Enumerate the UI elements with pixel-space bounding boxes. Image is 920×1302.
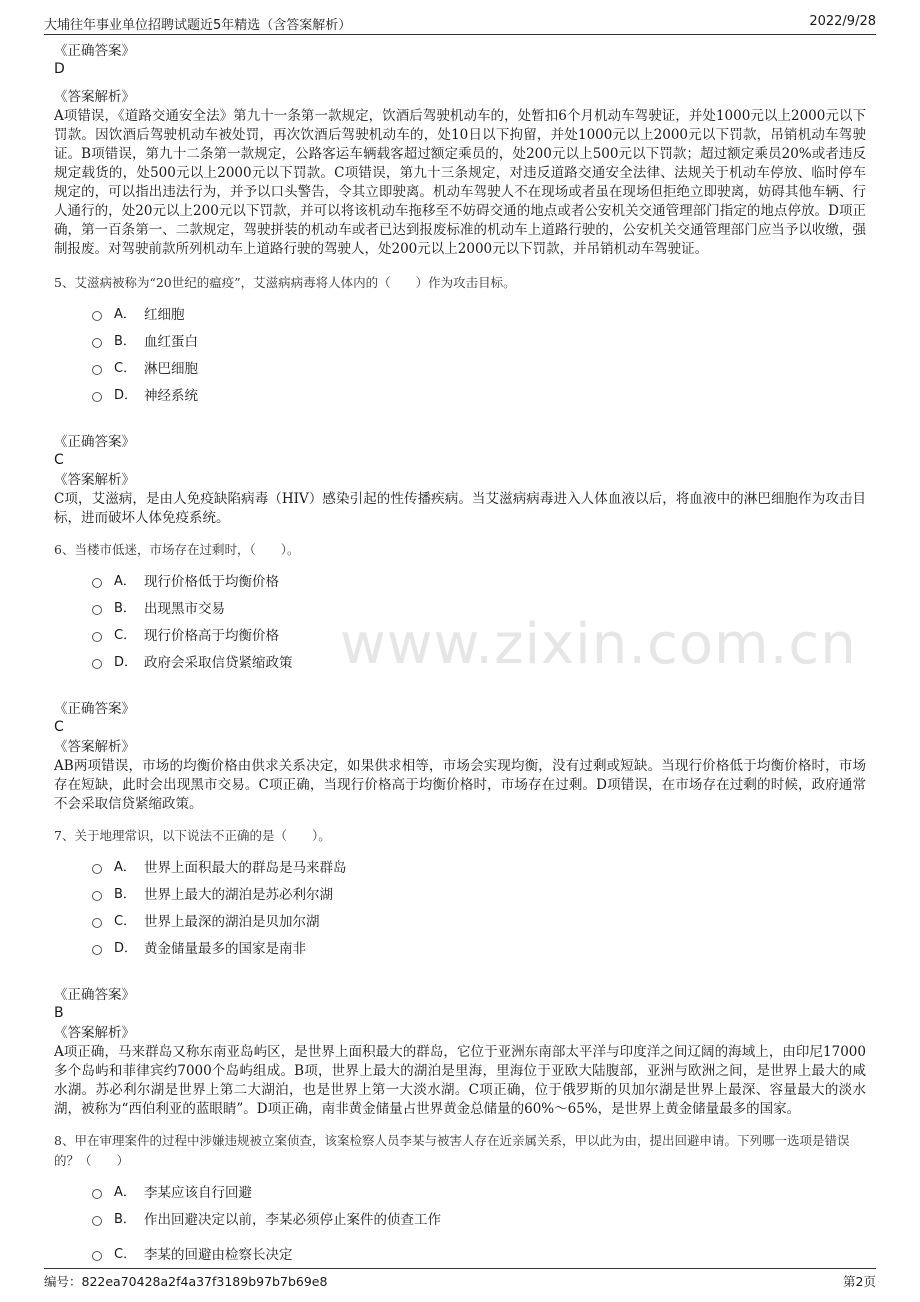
option-a[interactable]: A． 现行价格低于均衡价格 bbox=[92, 566, 866, 593]
document-title: 大埔往年事业单位招聘试题近5年精选（含答案解析） bbox=[44, 18, 352, 33]
analysis-text: C项，艾滋病，是由人免疫缺陷病毒（HIV）感染引起的性传播疾病。当艾滋病病毒进入人体血液以后，将血液中的淋巴细胞作为攻击目标，进而破坏人体免疫系统。 bbox=[54, 491, 866, 526]
document-date: 2022/9/28 bbox=[809, 14, 876, 29]
question-stem-5: 5、艾滋病被称为“20世纪的瘟疫”，艾滋病病毒将人体内的（ ）作为攻击目标。 bbox=[54, 275, 516, 290]
options-list-7 bbox=[92, 852, 866, 960]
radio-icon[interactable] bbox=[92, 891, 102, 901]
radio-icon[interactable] bbox=[92, 392, 102, 402]
correct-answer-label: 《正确答案》 bbox=[54, 43, 135, 59]
radio-icon[interactable] bbox=[92, 1189, 102, 1199]
option-c[interactable]: C． 世界上最深的湖泊是贝加尔湖 bbox=[92, 906, 866, 933]
radio-icon[interactable] bbox=[92, 632, 102, 642]
options-list-8 bbox=[92, 1177, 866, 1266]
option-b[interactable]: B． 作出回避决定以前，李某必须停止案件的侦查工作 bbox=[92, 1204, 866, 1231]
analysis-label: 《答案解析》 bbox=[54, 1025, 135, 1041]
question-stem-7: 7、关于地理常识，以下说法不正确的是（ ）。 bbox=[54, 828, 331, 843]
correct-answer-value: B bbox=[54, 1005, 64, 1021]
correct-answer-label: 《正确答案》 bbox=[54, 434, 135, 450]
option-b[interactable]: B． 世界上最大的湖泊是苏必利尔湖 bbox=[92, 879, 866, 906]
analysis-label: 《答案解析》 bbox=[54, 739, 135, 755]
page-content bbox=[54, 42, 866, 1276]
radio-icon[interactable] bbox=[92, 945, 102, 955]
radio-icon[interactable] bbox=[92, 1251, 102, 1261]
question-stem-8: 8、甲在审理案件的过程中涉嫌违规被立案侦查，该案检察人员李某与被害人存在近亲属关系，甲以此为由，提出回避申请。下列哪一选项是错误的？（ ） bbox=[54, 1133, 850, 1168]
analysis-label: 《答案解析》 bbox=[54, 89, 135, 105]
radio-icon[interactable] bbox=[92, 338, 102, 348]
correct-answer-label: 《正确答案》 bbox=[54, 987, 135, 1003]
radio-icon[interactable] bbox=[92, 311, 102, 321]
answer-block-q4 bbox=[54, 42, 866, 259]
radio-icon[interactable] bbox=[92, 918, 102, 928]
option-a[interactable]: A． 红细胞 bbox=[92, 299, 866, 326]
option-c[interactable]: C． 李某的回避由检察长决定 bbox=[92, 1239, 866, 1266]
answer-block-q6 bbox=[54, 700, 866, 814]
correct-answer-value: C bbox=[54, 452, 64, 468]
analysis-label: 《答案解析》 bbox=[54, 472, 135, 488]
radio-icon[interactable] bbox=[92, 1216, 102, 1226]
correct-answer-value: C bbox=[54, 719, 64, 735]
watermark: www.zixin.com.cn bbox=[340, 612, 857, 677]
question-stem-6: 6、当楼市低迷，市场存在过剩时，（ ）。 bbox=[54, 542, 300, 557]
option-c[interactable]: C． 淋巴细胞 bbox=[92, 353, 866, 380]
radio-icon[interactable] bbox=[92, 659, 102, 669]
radio-icon[interactable] bbox=[92, 605, 102, 615]
option-b[interactable]: B． 出现黑市交易 bbox=[92, 593, 866, 620]
analysis-text: A项错误，《道路交通安全法》第九十一条第一款规定，饮酒后驾驶机动车的，处暂扣6个月机动车驾驶证，并处1000元以上2000元以下罚款。因饮酒后驾驶机动车被处罚，再次饮酒后驾驶机动车的，处10日以下拘留，并处1000元以上2000元以下罚款，吊销机动车驾驶证。B项错误，第九十二条第一款规定，公路客运车辆载客超过额定乘员的，处200元以上500元以下罚款；超过额定乘员20%或者违反规定载货的，处500元以上2000元以下罚款。C项错误，第九十三条规定，对违反道路交通安全法律、法规关于机动车停放、临时停车规定的，可以指出违法行为，并予以口头警告，令其立即驶离。机动车驾驶人不在现场或者虽在现场但拒绝立即驶离，妨碍其他车辆、行人通行的，处20元以上200元以下罚款，并可以将该机动车拖移至不妨碍交通的地点或者公安机关交通管理部门指定的地点停放。D项正确，第一百条第一、二款规定，驾驶拼装的机动车或者已达到报废标准的机动车上道路行驶的，公安机关交通管理部门应当予以收缴，强制报废。对驾驶前款所列机动车上道路行驶的驾驶人，处200元以上2000元以下罚款，并吊销机动车驾驶证。 bbox=[54, 108, 866, 257]
correct-answer-label: 《正确答案》 bbox=[54, 701, 135, 717]
options-list-5 bbox=[92, 299, 866, 407]
option-d[interactable]: D． 神经系统 bbox=[92, 380, 866, 407]
option-d[interactable]: D． 政府会采取信贷紧缩政策 bbox=[92, 647, 866, 674]
option-d[interactable]: D． 黄金储量最多的国家是南非 bbox=[92, 933, 866, 960]
radio-icon[interactable] bbox=[92, 365, 102, 375]
radio-icon[interactable] bbox=[92, 578, 102, 588]
options-list-6 bbox=[92, 566, 866, 674]
page-number: 第2页 bbox=[843, 1274, 876, 1289]
radio-icon[interactable] bbox=[92, 864, 102, 874]
analysis-text: A项正确，马来群岛又称东南亚岛屿区，是世界上面积最大的群岛，它位于亚洲东南部太平洋与印度洋之间辽阔的海域上，由印尼17000多个岛屿和菲律宾约7000个岛屿组成。B项，世界上最大的湖泊是里海，里海位于亚欧大陆腹部，亚洲与欧洲之间，是世界上最大的咸水湖。苏必利尔湖是世界上第二大湖泊，也是世界上第一大淡水湖。C项正确，位于俄罗斯的贝加尔湖是世界上最深、容量最大的淡水湖，被称为“西伯利亚的蓝眼睛”。D项正确，南非黄金储量占世界黄金总储量的60%～65%，是世界上黄金储量最多的国家。 bbox=[54, 1044, 866, 1117]
option-b[interactable]: B． 血红蛋白 bbox=[92, 326, 866, 353]
page-header bbox=[44, 12, 876, 35]
analysis-text: AB两项错误，市场的均衡价格由供求关系决定，如果供求相等，市场会实现均衡，没有过剩或短缺。当现行价格低于均衡价格时，市场存在短缺，此时会出现黑市交易。C项正确，当现行价格高于均衡价格时，市场存在过剩。D项错误，在市场存在过剩的时候，政府通常不会采取信贷紧缩政策。 bbox=[54, 758, 866, 812]
correct-answer-value: D bbox=[54, 61, 65, 77]
answer-block-q5 bbox=[54, 433, 866, 528]
answer-block-q7 bbox=[54, 986, 866, 1119]
option-a[interactable]: A． 李某应该自行回避 bbox=[92, 1177, 866, 1204]
option-a[interactable]: A． 世界上面积最大的群岛是马来群岛 bbox=[92, 852, 866, 879]
document-id: 编号：822ea70428a2f4a37f3189b97b7b69e8 bbox=[44, 1274, 328, 1289]
option-c[interactable]: C． 现行价格高于均衡价格 bbox=[92, 620, 866, 647]
